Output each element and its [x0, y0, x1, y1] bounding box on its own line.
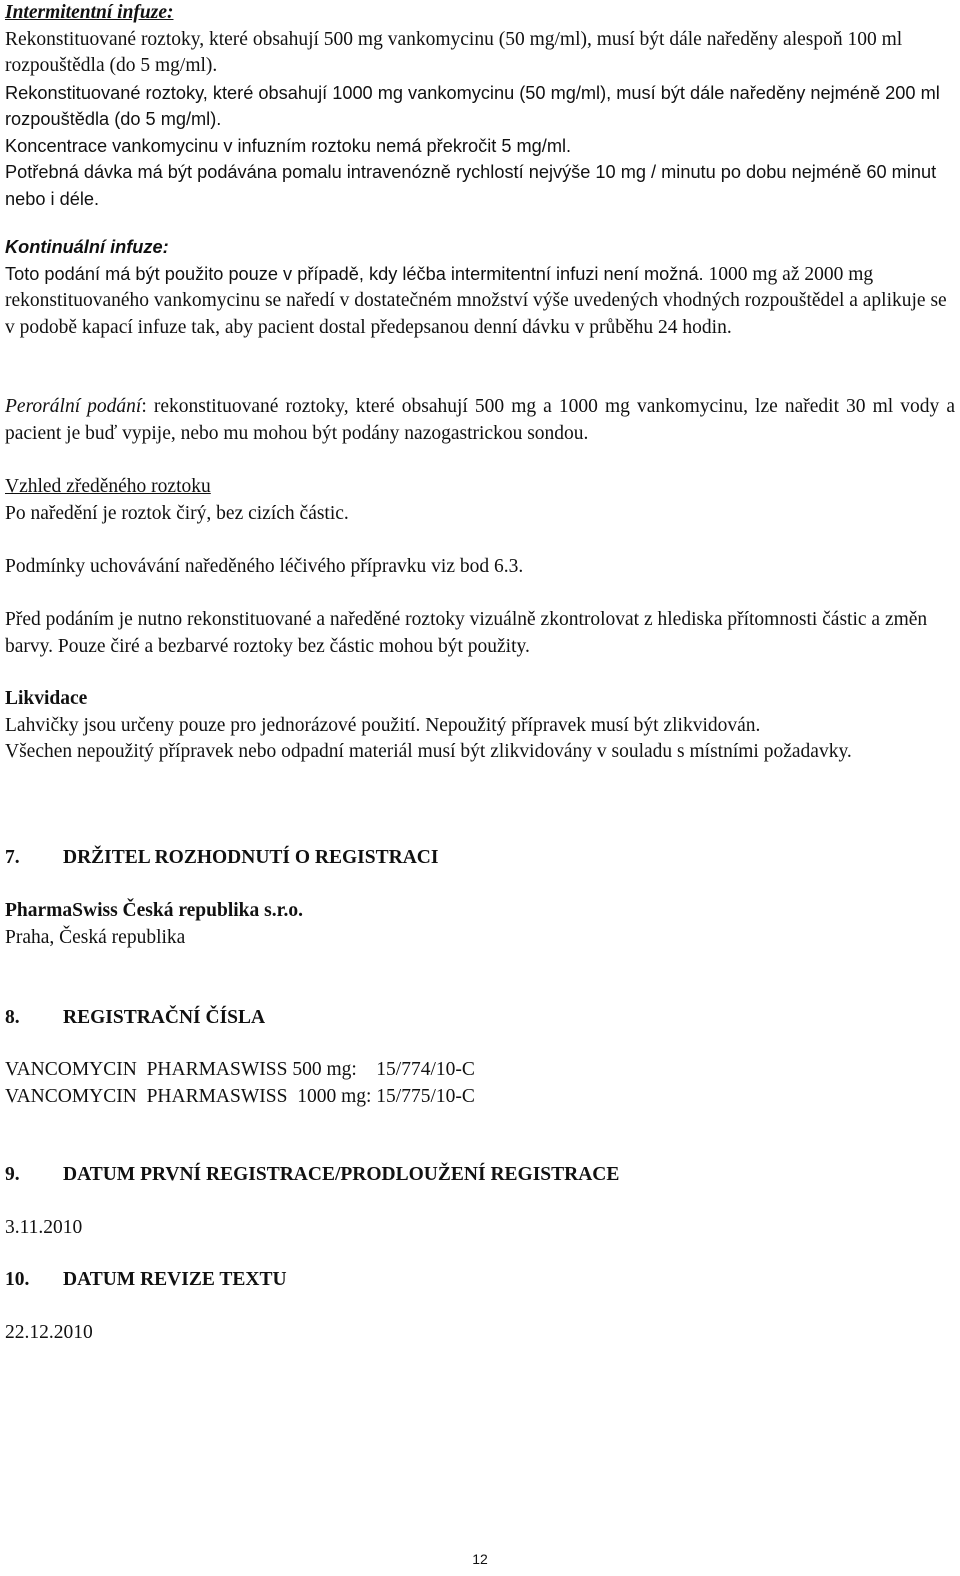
marketing-holder [5, 898, 955, 951]
continuous-infusion-section [5, 234, 955, 341]
section-7-title: DRŽITEL ROZHODNUTÍ O REGISTRACI [63, 847, 439, 868]
intermittent-line-1000mg: Rekonstituované roztoky, které obsahují 1000 mg vankomycinu (50 mg/ml), musí být dále naředěny nejméně 200 ml rozpouštědla (do 5 mg/ml). [5, 82, 940, 129]
registration-numbers [5, 1057, 955, 1110]
appearance-title: Vzhled zředěného roztoku [5, 476, 211, 497]
section-7-heading [5, 845, 955, 872]
continuous-infusion-title: Kontinuální infuze: [5, 237, 169, 257]
section-9 [5, 1162, 955, 1189]
disposal-title: Likvidace [5, 688, 88, 709]
section-10-title: DATUM REVIZE TEXTU [63, 1269, 287, 1290]
oral-section [5, 394, 955, 447]
registration-name-1000mg: VANCOMYCIN PHARMASWISS 1000 mg: [5, 1085, 372, 1107]
intermittent-line-concentration: Koncentrace vankomycinu v infuzním roztoku nemá překročit 5 mg/ml. [5, 135, 572, 156]
intermittent-infusion-title: Intermitentní infuze: [5, 2, 174, 23]
oral-text [5, 394, 955, 447]
section-8-number: 8. [5, 1007, 20, 1028]
disposal-line1: Lahvičky jsou určeny pouze pro jednorázové použití. Nepoužitý přípravek musí být zlikvidován. [5, 714, 761, 736]
revision-date: 22.12.2010 [5, 1322, 93, 1343]
section-9-title: DATUM PRVNÍ REGISTRACE/PRODLOUŽENÍ REGISTRACE [63, 1164, 620, 1185]
registration-code-1000mg: 15/775/10-C [376, 1085, 475, 1107]
registration-code-500mg: 15/774/10-C [376, 1059, 475, 1080]
registration-row-500mg [5, 1057, 955, 1084]
section-10-number: 10. [5, 1269, 30, 1290]
continuous-text-serif: 1000 mg až 2000 mg rekonstituovaného vankomycinu se naředí v dostatečném množství výše uvedených vhodných rozpouštědel a aplikuje se v podobě kapací infuze tak, aby pacient dostal předepsanou denní dávku v průběhu 24 hodin. [5, 263, 947, 338]
section-8-title: REGISTRAČNÍ ČÍSLA [63, 1007, 266, 1028]
oral-body: : rekonstituované roztoky, které obsahují 500 mg a 1000 mg vankomycinu, lze naředit 30 ml vody a pacient je buď vypije, nebo mu mohou být podány nazogastrickou sondou. [5, 396, 955, 444]
disposal-section [5, 686, 955, 766]
intermittent-line-500mg: Rekonstituované roztoky, které obsahují 500 mg vankomycinu (50 mg/ml), musí být dále naředěny alespoň 100 ml rozpouštědla (do 5 mg/ml). [5, 28, 903, 76]
intermittent-infusion-section [5, 0, 955, 212]
holder-city: Praha, Česká republika [5, 926, 186, 948]
registration-row-1000mg [5, 1084, 955, 1111]
intermittent-line-rate: Potřebná dávka má být podávána pomalu intravenózně rychlostí nejvýše 10 mg / minutu po dobu nejméně 60 minut nebo i déle. [5, 162, 937, 209]
section-8 [5, 1005, 955, 1032]
first-registration-date: 3.11.2010 [5, 1217, 83, 1238]
revision-date-block [5, 1320, 955, 1347]
section-10 [5, 1267, 955, 1294]
appearance-text: Po naředění je roztok čirý, bez cizích částic. [5, 502, 349, 524]
first-registration-date-block [5, 1215, 955, 1242]
section-9-number: 9. [5, 1164, 20, 1185]
section-10-heading [5, 1267, 955, 1294]
section-9-heading [5, 1162, 955, 1189]
section-7 [5, 845, 955, 872]
oral-label: Perorální podání [5, 396, 142, 417]
continuous-text-sans: Toto podání má být použito pouze v případě, kdy léčba intermitentní infuzi není možná. [5, 263, 704, 284]
section-8-heading [5, 1005, 955, 1032]
registration-name-500mg: VANCOMYCIN PHARMASWISS 500 mg: [5, 1059, 357, 1080]
continuous-infusion-text [5, 261, 955, 342]
inspection-text: Před podáním je nutno rekonstituované a naředěné roztoky vizuálně zkontrolovat z hlediska přítomnosti částic a změn barvy. Pouze čiré a bezbarvé roztoky bez částic mohou být použity. [5, 609, 928, 657]
inspection-section [5, 607, 955, 660]
storage-section [5, 554, 955, 581]
disposal-line2: Všechen nepoužitý přípravek nebo odpadní materiál musí být zlikvidovány v souladu s místními požadavky. [5, 741, 852, 762]
holder-name: PharmaSwiss Česká republika s.r.o. [5, 900, 303, 921]
page-number: 12 [472, 1551, 488, 1567]
appearance-section [5, 474, 955, 527]
storage-text: Podmínky uchovávání naředěného léčivého přípravku viz bod 6.3. [5, 556, 524, 577]
section-7-number: 7. [5, 847, 20, 868]
